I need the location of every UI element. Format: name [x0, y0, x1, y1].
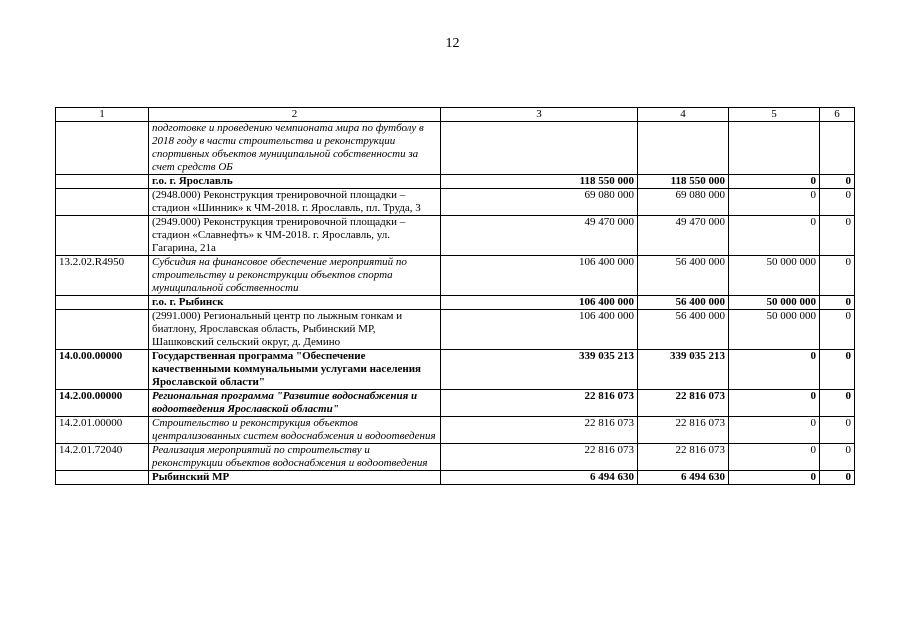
- page-number: 12: [445, 36, 460, 51]
- table-row: [56, 122, 855, 175]
- value-cell-4: 339 035 213: [638, 350, 729, 390]
- value-cell-6: 0: [820, 390, 855, 417]
- value-cell-6: 0: [820, 471, 855, 485]
- value-cell-3: 22 816 073: [441, 417, 638, 444]
- value-cell-5: 50 000 000: [729, 256, 820, 296]
- name-cell: (2949.000) Реконструкция тренировочной площадки – стадион «Славнефть» к ЧМ-2018. г. Ярославль, ул. Гагарина, 21а: [149, 216, 441, 256]
- value-cell-3: 106 400 000: [441, 256, 638, 296]
- value-cell-3: 49 470 000: [441, 216, 638, 256]
- value-cell-5: 50 000 000: [729, 296, 820, 310]
- code-cell: 13.2.02.R4950: [56, 256, 149, 296]
- value-cell-5: 0: [729, 350, 820, 390]
- value-cell-5: 0: [729, 417, 820, 444]
- value-cell-5: 50 000 000: [729, 310, 820, 350]
- budget-table: [55, 107, 855, 485]
- value-cell-4: 22 816 073: [638, 417, 729, 444]
- code-cell: 14.2.00.00000: [56, 390, 149, 417]
- table-row: [56, 417, 855, 444]
- code-cell: [56, 175, 149, 189]
- code-cell: 14.2.01.72040: [56, 444, 149, 471]
- value-cell-3: [441, 122, 638, 175]
- table-row: [56, 390, 855, 417]
- value-cell-5: 0: [729, 390, 820, 417]
- value-cell-5: 0: [729, 175, 820, 189]
- code-cell: [56, 216, 149, 256]
- value-cell-4: 6 494 630: [638, 471, 729, 485]
- table-row: [56, 310, 855, 350]
- code-cell: [56, 310, 149, 350]
- table-row: [56, 350, 855, 390]
- value-cell-6: 0: [820, 216, 855, 256]
- table-row: [56, 444, 855, 471]
- value-cell-5: [729, 122, 820, 175]
- code-cell: [56, 296, 149, 310]
- value-cell-4: 56 400 000: [638, 256, 729, 296]
- value-cell-4: 118 550 000: [638, 175, 729, 189]
- value-cell-6: 0: [820, 417, 855, 444]
- name-cell: Рыбинский МР: [149, 471, 441, 485]
- value-cell-4: 22 816 073: [638, 390, 729, 417]
- code-cell: [56, 189, 149, 216]
- table-header-row: [56, 108, 855, 122]
- value-cell-5: 0: [729, 216, 820, 256]
- code-cell: 14.2.01.00000: [56, 417, 149, 444]
- value-cell-6: 0: [820, 310, 855, 350]
- column-header: 2: [149, 108, 441, 122]
- value-cell-4: 56 400 000: [638, 310, 729, 350]
- column-header: 1: [56, 108, 149, 122]
- code-cell: [56, 122, 149, 175]
- value-cell-3: 339 035 213: [441, 350, 638, 390]
- name-cell: г.о. г. Рыбинск: [149, 296, 441, 310]
- name-cell: (2991.000) Региональный центр по лыжным гонкам и биатлону, Ярославская область, Рыбинский МР, Шашковский сельский округ, д. Демино: [149, 310, 441, 350]
- value-cell-6: 0: [820, 256, 855, 296]
- value-cell-4: 69 080 000: [638, 189, 729, 216]
- value-cell-6: 0: [820, 350, 855, 390]
- name-cell: Региональная программа "Развитие водоснабжения и водоотведения Ярославской области": [149, 390, 441, 417]
- value-cell-5: 0: [729, 189, 820, 216]
- table-row: [56, 256, 855, 296]
- name-cell: Государственная программа "Обеспечение качественными коммунальными услугами населения Ярославской области": [149, 350, 441, 390]
- value-cell-3: 106 400 000: [441, 296, 638, 310]
- table-row: [56, 216, 855, 256]
- table-row: [56, 175, 855, 189]
- value-cell-4: 56 400 000: [638, 296, 729, 310]
- name-cell: г.о. г. Ярославль: [149, 175, 441, 189]
- name-cell: Реализация мероприятий по строительству и реконструкции объектов водоснабжения и водоотведения: [149, 444, 441, 471]
- name-cell: Строительство и реконструкция объектов централизованных систем водоснабжения и водоотведения: [149, 417, 441, 444]
- value-cell-6: 0: [820, 189, 855, 216]
- table-row: [56, 471, 855, 485]
- value-cell-6: 0: [820, 296, 855, 310]
- column-header: 3: [441, 108, 638, 122]
- value-cell-3: 69 080 000: [441, 189, 638, 216]
- column-header: 5: [729, 108, 820, 122]
- value-cell-4: [638, 122, 729, 175]
- column-header: 6: [820, 108, 855, 122]
- value-cell-3: 106 400 000: [441, 310, 638, 350]
- value-cell-5: 0: [729, 471, 820, 485]
- value-cell-3: 118 550 000: [441, 175, 638, 189]
- name-cell: (2948.000) Реконструкция тренировочной площадки – стадион «Шинник» к ЧМ-2018. г. Ярославль, пл. Труда, 3: [149, 189, 441, 216]
- value-cell-4: 49 470 000: [638, 216, 729, 256]
- value-cell-3: 6 494 630: [441, 471, 638, 485]
- value-cell-3: 22 816 073: [441, 390, 638, 417]
- name-cell: подготовке и проведению чемпионата мира по футболу в 2018 году в части строительства и реконструкции спортивных объектов муниципальной собственности за счет средств ОБ: [149, 122, 441, 175]
- table-row: [56, 296, 855, 310]
- column-header: 4: [638, 108, 729, 122]
- value-cell-5: 0: [729, 444, 820, 471]
- value-cell-6: 0: [820, 444, 855, 471]
- name-cell: Субсидия на финансовое обеспечение мероприятий по строительству и реконструкции объектов спорта муниципальной собственности: [149, 256, 441, 296]
- value-cell-3: 22 816 073: [441, 444, 638, 471]
- code-cell: 14.0.00.00000: [56, 350, 149, 390]
- value-cell-6: [820, 122, 855, 175]
- code-cell: [56, 471, 149, 485]
- table-row: [56, 189, 855, 216]
- value-cell-6: 0: [820, 175, 855, 189]
- value-cell-4: 22 816 073: [638, 444, 729, 471]
